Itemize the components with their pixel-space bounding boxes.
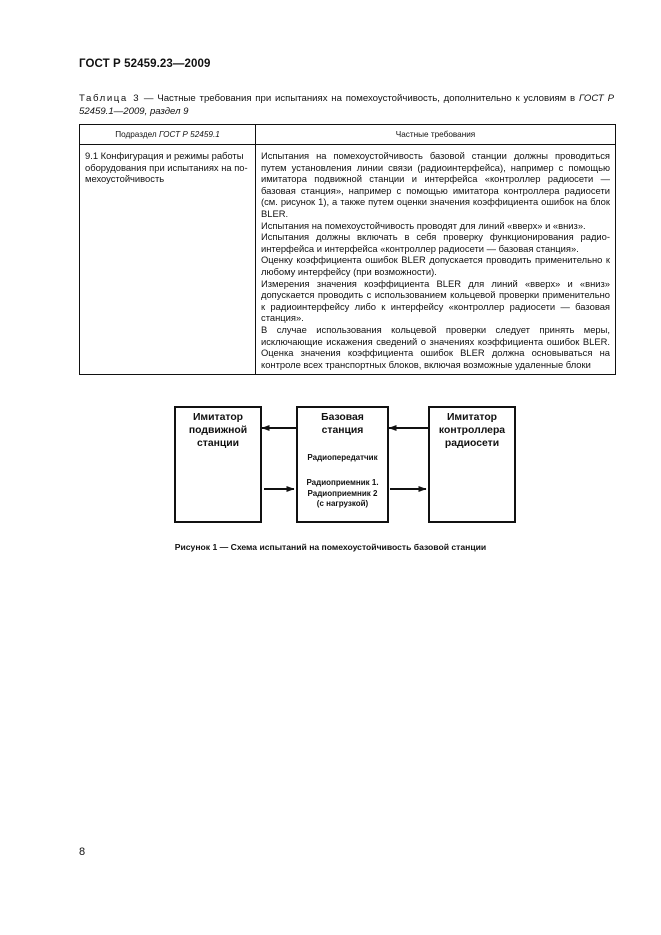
page-number: 8 bbox=[79, 846, 86, 858]
base-station-box bbox=[296, 406, 389, 523]
requirement-paragraph: Испытания должны включать в себя проверку функционирования радиоинтерфейса и интерфейса «контроллер радиосети — базовая станция». bbox=[261, 231, 610, 254]
requirement-paragraph: Испытания на помехоустойчивость проводят для линий «вверх» и «вниз». bbox=[261, 219, 586, 231]
figure-caption: Рисунок 1 — Схема испытаний на помехоустойчивость базовой станции bbox=[174, 542, 487, 552]
radio-network-controller-simulator-label: Имитатор контроллера радиосети bbox=[438, 412, 506, 449]
mobile-station-simulator-label: Имитатор подвижной станции bbox=[188, 412, 248, 449]
requirement-paragraph: Измерения значения коэффициента BLER для линий «вверх» и «вниз» допускается проводить с использованием кольцевой проверки применительно к радиоинтерфейсу либо к интерфейсу «контроллер радиосети — базовая станция». bbox=[261, 277, 610, 324]
mobile-station-simulator-box bbox=[174, 406, 262, 523]
column-header-subsection: Подраздел ГОСТ Р 52459.1 bbox=[80, 125, 256, 145]
table-caption-label: Таблица 3 bbox=[79, 93, 141, 104]
table-caption-text: — Частные требования при испытаниях на помехоустойчивость, дополнительно к условиям в bbox=[140, 93, 579, 104]
table-caption-ref: ГОСТ Р 52459.1—2009, раздел 9 bbox=[79, 93, 614, 117]
column-header-subsection-ref: ГОСТ Р 52459.1 bbox=[158, 130, 220, 139]
document-header: ГОСТ Р 52459.23—2009 bbox=[79, 58, 211, 70]
requirement-paragraph: Оценку коэффициента ошибок BLER допускается проводить применительно к любому интерфейсу (при возможности). bbox=[261, 254, 610, 277]
column-header-requirements: Частные требования bbox=[256, 125, 616, 145]
receivers-label: Радиоприемник 1. Радиоприемник 2 (с нагрузкой) bbox=[306, 478, 379, 508]
requirement-paragraph: Испытания на помехоустойчивость базовой станции должны проводиться путем установления линии связи (радиоинтерфейса), например с помощью имитатора подвижной станции и интерфейса «контроллер радиосети — базовая станция», например с помощью имитатора контроллера радиосети (см. рисунок 1), а также путем оценки значения коэффициента ошибок на блок BLER. bbox=[261, 150, 610, 219]
subsection-text: 9.1 Конфигурация и режимы работы оборудования при испытаниях на помехоустойчивость bbox=[85, 150, 248, 185]
requirement-paragraph: В случае использования кольцевой проверки следует принять меры, исключающие искажения сведений о значениях коэффициента ошибок BLER. Оценка значения коэффициента ошибок BLER должна основываться на контроле всех транспортных блоков, включая возможные удаленные блоки bbox=[261, 323, 610, 370]
base-station-label: Базовая станция bbox=[321, 412, 364, 436]
transmitter-label: Радиопередатчик bbox=[307, 453, 378, 462]
radio-network-controller-simulator-box bbox=[428, 406, 516, 523]
